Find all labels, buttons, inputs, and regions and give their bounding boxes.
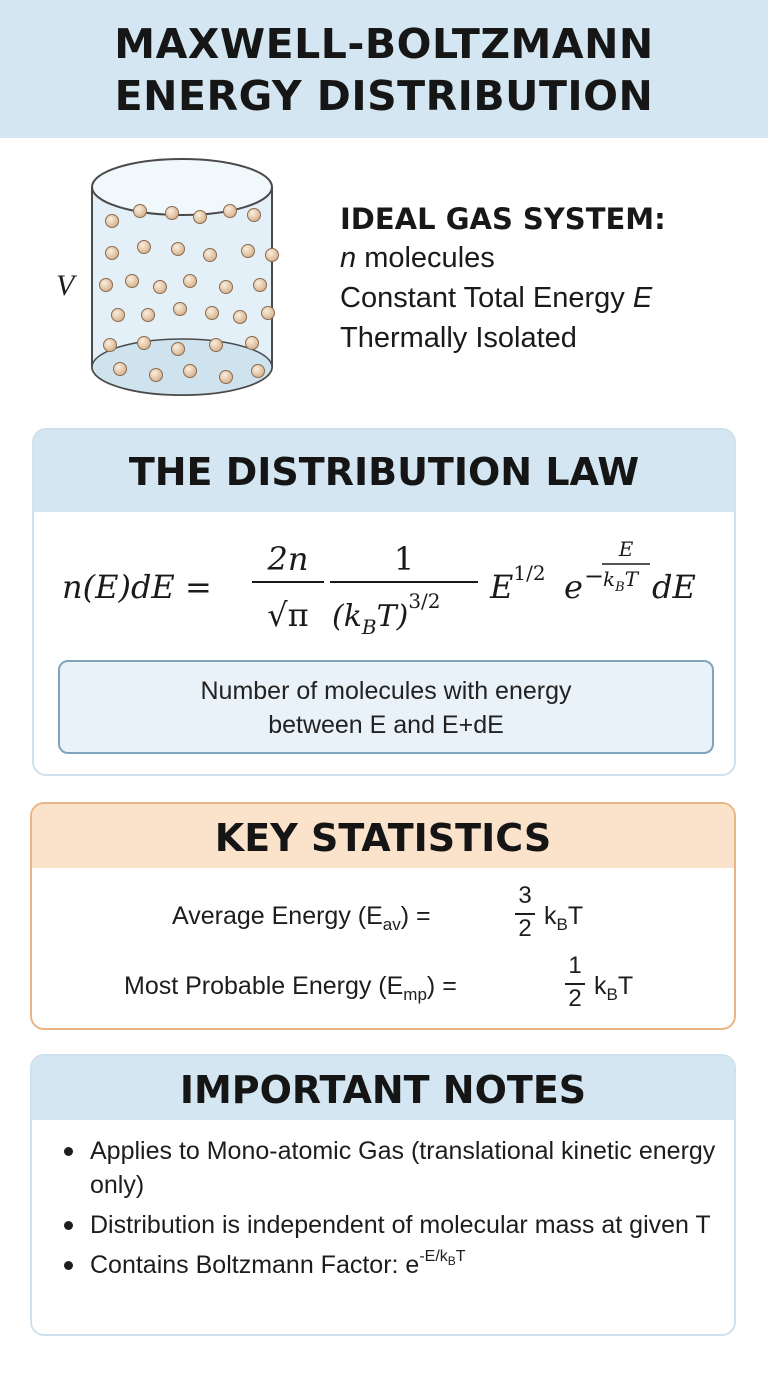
key-statistics-panel — [30, 802, 736, 1030]
bullet-icon — [64, 1261, 73, 1270]
description-line1: Number of molecules with energy — [200, 677, 572, 705]
molecule-dot — [142, 309, 155, 322]
note-item-monoatomic: Applies to Mono-atomic Gas (translational kinetic energy only) — [58, 1134, 718, 1202]
molecule-dot — [254, 279, 267, 292]
molecule-dot — [252, 365, 265, 378]
bullet-icon — [64, 1221, 73, 1230]
molecule-dot — [126, 275, 139, 288]
note-item-mass-independence: Distribution is independent of molecular mass at given T — [58, 1208, 718, 1242]
molecule-dot — [106, 215, 119, 228]
molecule-dot — [266, 249, 279, 262]
bullet-icon — [64, 1147, 73, 1156]
molecule-dot — [100, 279, 113, 292]
energy-text: Constant Total Energy — [340, 282, 625, 314]
system-description — [340, 200, 666, 358]
molecule-dot — [112, 309, 125, 322]
molecule-dot — [172, 343, 185, 356]
energy-symbol: E — [632, 282, 653, 314]
mp-energy-label: Most Probable Energy $(E_{mp})$ = — [124, 972, 457, 1004]
distribution-heading: THE DISTRIBUTION LAW — [34, 430, 734, 512]
formula-svg — [34, 526, 734, 646]
molecule-dot — [246, 337, 259, 350]
molecule-dot — [224, 205, 237, 218]
formula-lhs: n(E)dE = — [62, 568, 212, 606]
distribution-description — [58, 660, 714, 754]
molecule-dot — [206, 307, 219, 320]
molecule-count-text: molecules — [364, 242, 495, 274]
molecule-dot — [210, 339, 223, 352]
volume-label: V — [56, 269, 75, 302]
distribution-law-panel — [32, 428, 736, 776]
molecule-dot — [134, 205, 147, 218]
page-header — [0, 0, 768, 138]
molecule-dot — [204, 249, 217, 262]
important-notes-panel — [30, 1054, 736, 1336]
formula-frac1-den: √π — [267, 596, 309, 634]
container-rim — [92, 159, 272, 215]
page-title-line2: ENERGY DISTRIBUTION — [114, 72, 654, 120]
molecule-dot — [174, 303, 187, 316]
molecule-dot — [262, 307, 275, 320]
molecule-dot — [104, 339, 117, 352]
formula-power: $E^{1/2}$ — [490, 561, 546, 606]
molecule-dot — [220, 281, 233, 294]
molecule-dot — [184, 275, 197, 288]
average-energy-row: Average Energy $(E_{av})$ = 3 2 $k_BT$ — [172, 882, 584, 942]
avg-energy-label: Average Energy $(E_{av})$ = — [172, 902, 431, 934]
formula-exp-den: $k_BT$ — [603, 567, 639, 595]
molecule-dot — [166, 207, 179, 220]
formula-exp-num: E — [618, 537, 634, 561]
molecule-dot — [172, 243, 185, 256]
molecule-dot — [234, 311, 247, 324]
formula-frac2-den: $(k_BT)^{3/2}$ — [332, 589, 441, 639]
page-title-line1: MAXWELL-BOLTZMANN — [114, 20, 654, 68]
formula-exp-base: e — [564, 568, 583, 606]
molecule-dot — [154, 281, 167, 294]
molecule-count-symbol: n — [340, 242, 357, 274]
mp-energy-kbt: $k_BT$ — [594, 972, 634, 1004]
system-molecules-line — [340, 238, 666, 278]
molecule-dot — [138, 241, 151, 254]
note-item-boltzmann-factor: Contains Boltzmann Factor: $e^{-E/k_BT}$ — [58, 1248, 718, 1286]
molecule-dot — [194, 211, 207, 224]
molecule-dot — [114, 363, 127, 376]
formula-frac2-num: 1 — [393, 540, 415, 578]
formula-exp-sign: − — [584, 562, 605, 590]
most-probable-energy-row: Most Probable Energy $(E_{mp})$ = 1 2 $k_BT$ — [124, 952, 634, 1012]
description-line2: between E and E+dE — [268, 711, 504, 739]
system-heading: IDEAL GAS SYSTEM: — [340, 202, 666, 236]
molecule-dot — [184, 365, 197, 378]
system-isolation-line: Thermally Isolated — [340, 322, 577, 354]
molecule-dot — [138, 337, 151, 350]
molecule-dot — [150, 369, 163, 382]
notes-heading: IMPORTANT NOTES — [32, 1056, 734, 1120]
molecule-dot — [242, 245, 255, 258]
notes-list — [58, 1134, 718, 1292]
avg-energy-kbt: $k_BT$ — [544, 902, 584, 934]
system-energy-line — [340, 278, 666, 318]
molecule-dot — [106, 247, 119, 260]
gas-container-illustration — [40, 155, 300, 415]
distribution-formula — [34, 526, 734, 646]
formula-frac1-num: 2n — [267, 540, 309, 578]
formula-tail: dE — [652, 568, 696, 606]
boltzmann-exponent: -E/kBT — [419, 1248, 466, 1268]
molecule-dot — [220, 371, 233, 384]
stats-heading: KEY STATISTICS — [32, 804, 734, 868]
molecule-dot — [248, 209, 261, 222]
